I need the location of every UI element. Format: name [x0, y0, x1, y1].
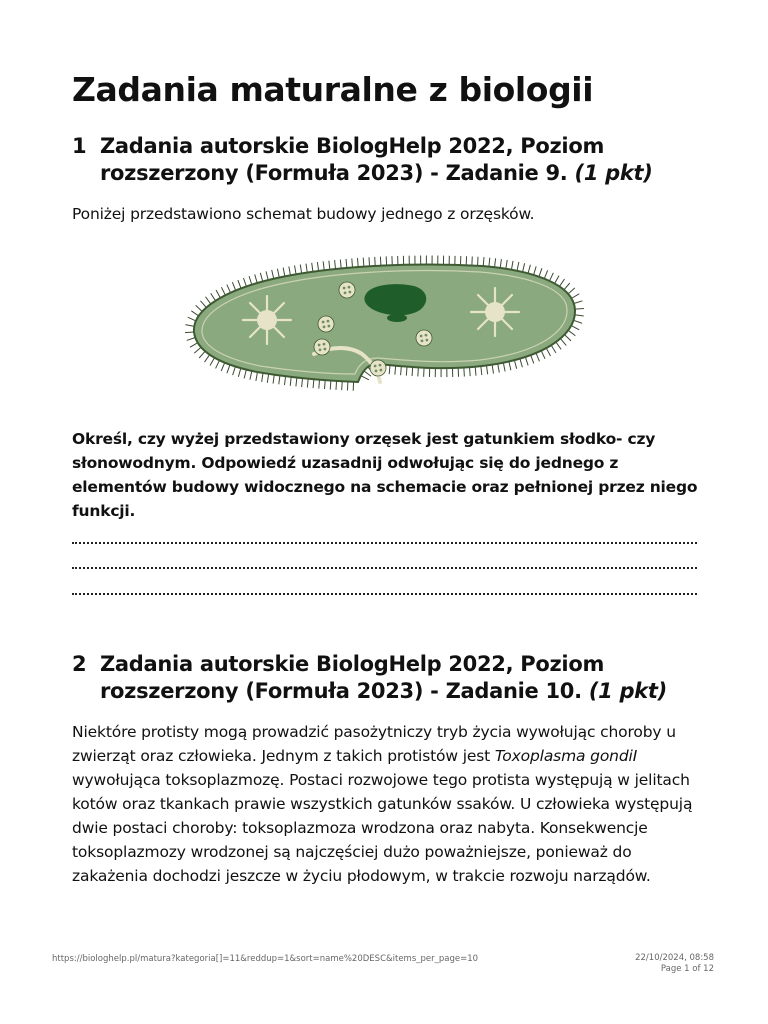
food-particle — [319, 348, 322, 351]
cilium — [495, 258, 496, 267]
cilium — [464, 368, 465, 377]
cilium — [342, 381, 343, 390]
cilium — [539, 268, 542, 276]
cilium — [266, 271, 268, 280]
cilium — [194, 347, 201, 353]
cilium — [302, 378, 303, 387]
cilium — [290, 377, 291, 386]
cilium — [503, 363, 505, 372]
cilium — [185, 332, 194, 333]
cilium — [216, 290, 220, 298]
cilium — [335, 260, 336, 269]
cilium — [313, 379, 314, 388]
cilium — [273, 375, 274, 384]
cilium — [243, 278, 246, 287]
cilium — [511, 261, 513, 270]
paramecium-diagram-icon — [182, 254, 587, 398]
question-title-text: Zadania autorskie BiologHelp 2022, Poziom rozszerzony (Formuła 2023) - Zadanie 10. — [100, 652, 605, 703]
cilium — [363, 258, 364, 267]
cilium — [481, 366, 482, 375]
food-particle — [374, 365, 377, 368]
cilium — [277, 269, 279, 278]
cilium — [544, 270, 547, 278]
cilium — [300, 265, 301, 274]
cilium — [492, 365, 493, 374]
micronucleus — [387, 314, 407, 322]
cilium — [489, 258, 490, 267]
cilium — [279, 375, 280, 384]
answer-line[interactable] — [72, 593, 697, 597]
answer-line[interactable] — [72, 542, 697, 546]
food-particle — [344, 291, 347, 294]
cilium — [361, 376, 369, 380]
food-particle — [318, 344, 321, 347]
cilium — [534, 266, 537, 275]
cilium — [255, 274, 258, 283]
cilium — [340, 259, 341, 268]
cilium — [536, 353, 539, 361]
cilium — [352, 258, 353, 267]
cilium — [346, 259, 347, 268]
cilium — [329, 261, 330, 270]
cilium — [389, 365, 390, 374]
question-title — [100, 651, 712, 705]
cilium — [221, 287, 225, 295]
question-1-heading — [72, 133, 712, 187]
cilium — [406, 367, 407, 376]
cilium — [574, 320, 583, 323]
footer-page-number: Page 1 of 12 — [660, 964, 714, 974]
cilium — [227, 285, 231, 293]
food-particle — [327, 325, 330, 328]
cilium — [249, 276, 252, 285]
vacuole-center — [257, 310, 277, 330]
food-particle — [323, 343, 326, 346]
food-particle — [379, 364, 382, 367]
food-particle — [420, 335, 423, 338]
cilium — [244, 370, 246, 379]
cilium — [210, 358, 214, 366]
cilium — [556, 342, 561, 349]
food-particle — [425, 339, 428, 342]
cilium — [483, 257, 484, 266]
cilium — [568, 330, 575, 335]
footer-meta — [635, 953, 714, 975]
cilium — [364, 371, 371, 376]
question-number: 1 — [72, 134, 87, 158]
food-vacuole — [339, 282, 355, 298]
food-vacuole — [318, 316, 334, 332]
cilium — [233, 367, 236, 376]
cilium — [546, 348, 550, 356]
cilium — [289, 266, 291, 275]
cilium — [185, 325, 194, 327]
food-particle — [322, 321, 325, 324]
text-segment: wywołująca toksoplazmozę. Postaci rozwojowe tego protista występują w jelitach kotów oraz tkankach prawie wszystkich gatunków ssaków. U człowieka występują dwie postaci choroby: toksoplazmoza wrodzona oraz nabyta. Konsekwencje toksoplazmozy wrodzonej są najczęściej dużo poważniejsze, ponieważ do zakażenia dochodzi jeszcze w życiu płodowym, w trakcie rozwoju narządów. — [72, 771, 693, 885]
cilium — [412, 367, 413, 376]
cilium — [319, 380, 320, 389]
cilium — [575, 315, 584, 316]
cilium — [470, 367, 471, 376]
cilium — [317, 262, 318, 271]
cilium — [205, 297, 210, 304]
question-points: (1 pkt) — [588, 679, 667, 703]
cilium — [227, 365, 230, 373]
cilium — [401, 366, 402, 375]
cilium — [486, 365, 487, 374]
cilium — [523, 263, 525, 272]
cilium — [498, 364, 500, 373]
cilium — [330, 381, 331, 390]
cilium — [238, 368, 240, 377]
food-particle — [323, 325, 326, 328]
cilium — [565, 335, 571, 341]
question-1-task: Określ, czy wyżej przedstawiony orzęsek jest gatunkiem słodko- czy słonowodnym. Odpowiedź uzasadnij odwołując się do jednego z elementów budowy widocznego na schemacie oraz pełnionej przez niego funkcji. — [72, 430, 698, 520]
question-points: (1 pkt) — [574, 161, 653, 185]
cilium — [531, 355, 534, 363]
cilium — [191, 311, 198, 316]
cilium — [262, 373, 263, 382]
cilium — [358, 258, 359, 267]
species-name: Toxoplasma gondiI — [494, 747, 638, 765]
cilium — [256, 372, 258, 381]
cilium — [216, 360, 220, 368]
cilium — [260, 273, 262, 282]
cilium — [551, 345, 556, 353]
text-segment: Niektóre protisty mogą prowadzić pasożytniczy tryb życia wywołując choroby u zwierząt oraz człowieka. Jednym z takich protistów jest — [72, 723, 676, 765]
cilium — [199, 351, 205, 358]
cilium — [325, 380, 326, 389]
cilium — [525, 357, 528, 366]
food-particle — [379, 369, 382, 372]
cilium — [568, 288, 575, 294]
cilium — [188, 317, 196, 321]
cilium — [541, 351, 545, 359]
cilium — [560, 339, 566, 346]
cilium — [571, 294, 579, 299]
vacuole-center — [485, 302, 505, 322]
cilium — [238, 280, 241, 288]
food-particle — [327, 320, 330, 323]
answer-line[interactable] — [72, 567, 697, 571]
cilium — [369, 257, 370, 266]
paramecium-illustration — [182, 254, 587, 398]
cilium — [475, 367, 476, 376]
cilium — [296, 377, 297, 386]
cilium — [312, 263, 313, 272]
cilium — [211, 293, 216, 301]
question-2-text — [72, 720, 700, 888]
cilium — [520, 359, 523, 368]
cilium — [571, 326, 579, 330]
cilium — [283, 268, 285, 277]
question-1-intro: Poniżej przedstawiono schemat budowy jednego z orzęsków. — [72, 205, 535, 223]
food-particle — [425, 334, 428, 337]
cilium — [395, 366, 396, 375]
cilium — [509, 361, 511, 370]
cilium — [574, 301, 583, 304]
cilium — [418, 367, 419, 376]
food-particle — [421, 339, 424, 342]
cilium — [517, 262, 519, 271]
cilium — [200, 301, 206, 308]
food-vacuole — [370, 360, 386, 376]
food-particle — [375, 369, 378, 372]
cilium — [221, 363, 224, 371]
footer-url: https://biologhelp.pl/matura?kategoria[]=11&reddup=1&sort=name%20DESC&items_per_page=10 — [52, 954, 479, 964]
cilium — [232, 282, 235, 290]
food-particle — [348, 291, 351, 294]
food-particle — [323, 348, 326, 351]
food-vacuole — [416, 330, 432, 346]
question-2-heading — [72, 651, 712, 705]
cilium — [336, 381, 337, 390]
cilium — [550, 273, 554, 281]
cilium — [500, 259, 501, 268]
cilium — [196, 305, 203, 311]
page-title: Zadania maturalne z biologii — [72, 70, 594, 109]
cilium — [306, 264, 307, 273]
cilium — [205, 355, 210, 362]
cilium — [564, 283, 570, 290]
question-number: 2 — [72, 652, 87, 676]
cilium — [295, 265, 297, 274]
footer-datetime: 22/10/2024, 08:58 — [635, 953, 714, 963]
cilium — [555, 276, 559, 284]
cilium — [250, 371, 252, 380]
cilium — [187, 338, 196, 341]
food-particle — [348, 286, 351, 289]
cilium — [528, 265, 530, 274]
question-title-text: Zadania autorskie BiologHelp 2022, Poziom rozszerzony (Formuła 2023) - Zadanie 9. — [100, 134, 605, 185]
food-particle — [343, 287, 346, 290]
cilium — [559, 279, 564, 286]
cilium — [323, 261, 324, 270]
question-title — [100, 133, 712, 187]
cilium — [267, 374, 268, 383]
cilium — [307, 379, 308, 388]
cilium — [284, 376, 285, 385]
cilium — [190, 343, 198, 348]
food-vacuole — [314, 339, 330, 355]
cilium — [272, 270, 274, 279]
cilium — [575, 309, 584, 310]
cilium — [514, 360, 516, 369]
cilium — [506, 260, 507, 269]
